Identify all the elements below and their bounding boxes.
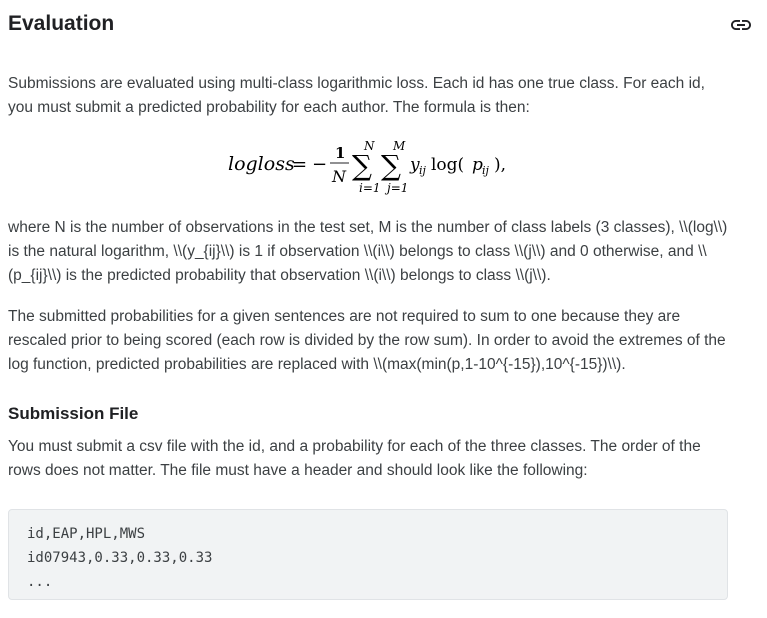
formula-p-sub: ij: [482, 164, 489, 177]
logloss-formula: [228, 134, 528, 198]
formula-p: p: [472, 155, 483, 175]
formula-lhs: logloss: [228, 153, 295, 175]
code-line: ...: [27, 574, 53, 590]
formula-equals: =: [292, 154, 308, 175]
definitions-paragraph: where N is the number of observations in the test set, M is the number of class labels (3 classes), \\(log\\) is the natural logarithm, \\(y_{ij}\\) is 1 if observation \\(i\\) belongs to class \\(j\\) and 0 otherwise, and \\(p_{ij}\\) is the predicted probability that observation \\(i\\) belongs to class \\(j\\).: [8, 219, 728, 284]
code-line: id,EAP,HPL,MWS: [27, 526, 146, 542]
code-block: [8, 509, 728, 600]
sum2-lower: j=1: [387, 181, 409, 195]
link-icon[interactable]: [729, 13, 753, 37]
sum2-upper: M: [393, 139, 406, 153]
formula-closing: ),: [494, 155, 507, 175]
formula-y-sub: ij: [419, 164, 426, 177]
rescaling-paragraph: The submitted probabilities for a given sentences are not required to sum to one because they are rescaled prior to being scored (each row is divided by the row sum). In order to avoid the extremes of the log function, predicted probabilities are replaced with \\(max(min(p,1-10^{-15}),10^{-15})\\).: [8, 308, 726, 373]
sum2-sigma: ∑: [381, 149, 401, 182]
formula-numerator: 1: [335, 144, 346, 162]
sum1-upper: N: [364, 139, 375, 153]
sum1-lower: i=1: [359, 181, 381, 195]
intro-paragraph: Submissions are evaluated using multi-class logarithmic loss. Each id has one true class. For each id, you must submit a predicted probability for each author. The formula is then:: [8, 75, 705, 116]
formula-y: y: [410, 155, 420, 175]
formula-denominator: N: [332, 167, 346, 186]
section-header: [8, 10, 753, 38]
page-title: Evaluation: [8, 12, 115, 35]
submission-file-heading: Submission File: [8, 404, 139, 423]
formula-minus: −: [312, 154, 328, 175]
submission-paragraph: You must submit a csv file with the id, and a probability for each of the three classes. The order of the rows does not matter. The file must have a header and should look like the following:: [8, 438, 701, 479]
sum1-sigma: ∑: [352, 149, 372, 182]
formula-log: log(: [431, 155, 465, 175]
code-line: id07943,0.33,0.33,0.33: [27, 550, 213, 566]
